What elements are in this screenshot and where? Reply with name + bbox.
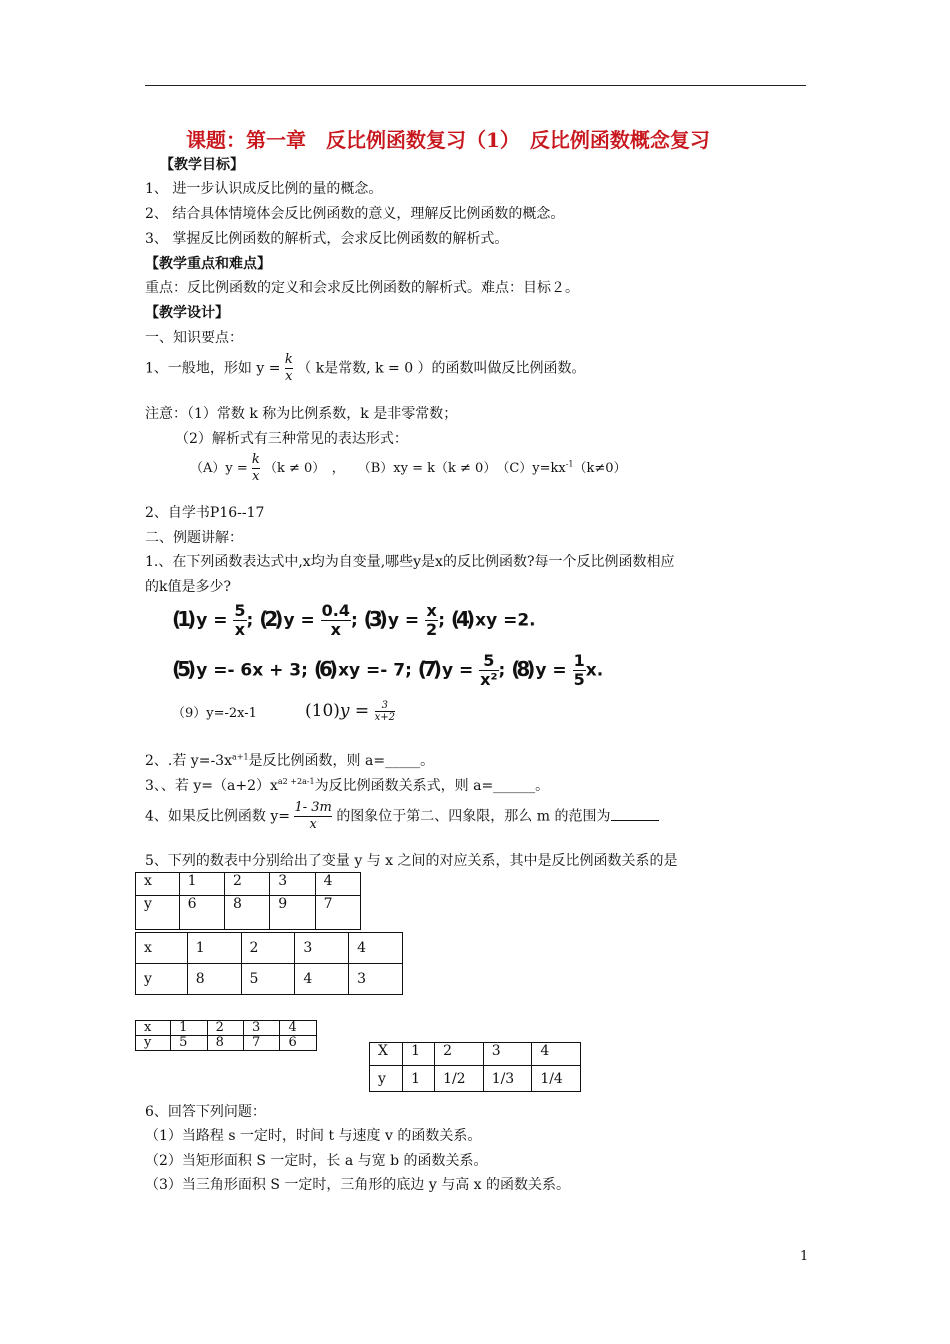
formula-fraction	[425, 602, 438, 639]
table-cell: y	[136, 964, 188, 995]
form-a-b-text: （k ≠ 0） ， （B）xy = k（k ≠ 0） （C）y=kx	[263, 461, 566, 476]
formula-row-2: (5) y =- 6x + 3; (6) xy =- 7; (7) y = $\frac{5}{\text{x²}}$ ; (8) y = $\frac{1}{5}$ x.	[172, 651, 604, 689]
table-cell: 1	[187, 933, 241, 964]
fraction-numerator: 1- 3m	[294, 800, 332, 815]
part2-heading: 二、例题讲解：	[145, 530, 243, 546]
table-cell: X	[370, 1043, 403, 1066]
example4	[145, 800, 659, 833]
page-number: 1	[800, 1249, 809, 1264]
table-cell: 1	[179, 873, 224, 896]
table-cell: 5	[171, 1036, 207, 1051]
data-table-4	[369, 1042, 581, 1092]
example6: 6、回答下列问题：	[145, 1104, 266, 1120]
formula-lhs: y =	[339, 701, 370, 721]
fraction-denominator: x	[234, 620, 246, 639]
example3	[145, 775, 549, 795]
fraction-numerator: 5	[483, 651, 495, 670]
part1-heading: 一、知识要点：	[145, 330, 243, 346]
table-row	[136, 933, 403, 964]
table-row	[136, 1021, 317, 1036]
formula-fraction	[233, 602, 246, 639]
table-cell: x	[136, 1021, 171, 1036]
table-row	[136, 873, 361, 896]
heading-design: 【教学设计】	[145, 305, 229, 321]
item-label: (5)	[172, 656, 193, 681]
heading-objectives: 【教学目标】	[160, 157, 244, 173]
item-label: (6)	[313, 656, 335, 681]
note-line-1: 注意：（1）常数 k 称为比例系数，k 是非零常数；	[145, 406, 458, 422]
table-cell: 4	[315, 873, 360, 896]
example2-exponent: a+1	[231, 752, 249, 762]
formula-body: y =- 6x + 3;	[196, 660, 308, 681]
table-row	[136, 964, 403, 995]
fraction-denominator: x	[252, 469, 260, 484]
example2	[145, 750, 434, 770]
definition-line	[145, 352, 586, 385]
fraction-denominator: x	[285, 369, 293, 384]
table-cell: 8	[187, 964, 241, 995]
item-label: (2)	[259, 606, 280, 631]
table-cell: x	[136, 873, 180, 896]
table-cell: 3	[295, 933, 349, 964]
formula-row-1: (1) y = $\frac{5}{x}$ ; (2) y = $\frac{0.4}{x}$ ; (3) y = $\frac{x}{2}$ ; (4) xy =2.	[172, 601, 536, 639]
header-rule	[145, 85, 806, 86]
example2-suffix: 是反比例函数，则 a=_____。	[248, 753, 435, 769]
item-label: (7)	[417, 656, 438, 681]
table-cell: 1	[403, 1043, 435, 1066]
note-line-2: （2）解析式有三种常见的表达形式：	[175, 431, 408, 447]
data-table-2	[135, 932, 403, 995]
table-cell: 4	[532, 1043, 581, 1066]
table-cell: 4	[349, 933, 403, 964]
table-cell: 3	[349, 964, 403, 995]
formula-fraction	[479, 652, 498, 689]
fraction-denominator: x	[321, 620, 351, 639]
table-cell: 2	[207, 1021, 243, 1036]
item-label: (10)	[305, 701, 340, 721]
data-table-1	[135, 872, 361, 930]
fraction-numerator: 3	[381, 700, 388, 711]
table-cell: 1/4	[532, 1066, 581, 1092]
page-title: 课题：第一章 反比例函数复习（1） 反比例函数概念复习	[186, 128, 710, 152]
fraction-numerator: k	[284, 352, 293, 367]
example4-fraction	[294, 800, 331, 833]
form-c-exponent: -1	[565, 459, 574, 469]
fraction-numerator: 1	[573, 651, 585, 670]
definition-prefix: 1、一般地，形如 y =	[145, 360, 281, 377]
table-cell: y	[136, 896, 180, 930]
fraction-denominator: x+2	[374, 712, 395, 723]
example3-exponent: a2 +2a-1	[277, 777, 315, 786]
table-cell: y	[136, 1036, 171, 1051]
definition-suffix: （ k是常数, k = 0 ）的函数叫做反比例函数。	[297, 360, 586, 377]
item-label: (4)	[450, 606, 472, 631]
objective-item: 3、 掌握反比例函数的解析式，会求反比例函数的解析式。	[145, 231, 509, 247]
table-cell: 1/2	[435, 1066, 484, 1092]
table-cell: x	[136, 933, 188, 964]
fraction-denominator: x	[294, 816, 331, 833]
objective-item: 1、 进一步认识成反比例的量的概念。	[145, 181, 383, 197]
definition-fraction	[285, 352, 293, 385]
table-cell: 1/3	[483, 1066, 532, 1092]
fraction-denominator: 2	[426, 620, 438, 639]
formula-lhs: y =	[387, 610, 420, 631]
fraction-denominator: x²	[480, 670, 498, 689]
table-cell: 2	[435, 1043, 484, 1066]
item-label: (3)	[363, 606, 384, 631]
table-cell: 1	[171, 1021, 207, 1036]
data-table-3	[135, 1020, 317, 1051]
table-cell: 7	[244, 1036, 280, 1051]
example2-prefix: 2、.若 y=-3x	[145, 753, 232, 769]
forms-line	[190, 452, 627, 485]
form-a-prefix: （A）y =	[190, 461, 248, 476]
table-row	[370, 1066, 581, 1092]
table-cell: 9	[270, 896, 315, 930]
fraction-numerator: k	[251, 452, 260, 467]
table-cell: 8	[207, 1036, 243, 1051]
table-cell: 3	[244, 1021, 280, 1036]
fraction-numerator: 0.4	[321, 601, 350, 620]
example1-line1: 1.、在下列函数表达式中,x均为自变量,哪些y是x的反比例函数?每一个反比例函数相应	[145, 554, 675, 570]
answer-blank[interactable]	[611, 820, 659, 821]
heading-key-points: 【教学重点和难点】	[145, 256, 271, 272]
formula-suffix: x.	[585, 660, 604, 681]
formula-fraction	[375, 700, 395, 723]
example4-prefix: 4、如果反比例函数 y=	[145, 808, 290, 825]
table-row	[136, 896, 361, 930]
table-cell: 4	[280, 1021, 317, 1036]
table-cell: 3	[270, 873, 315, 896]
table-cell: 2	[241, 933, 295, 964]
formula-body: xy =- 7;	[338, 660, 412, 681]
example3-prefix: 3、、若 y=（a+2）x	[145, 778, 278, 794]
item-label: (1)	[172, 606, 193, 631]
fraction-numerator: x	[426, 601, 437, 620]
example5: 5、下列的数表中分别给出了变量 y 与 x 之间的对应关系，其中是反比例函数关系的是	[145, 853, 678, 869]
table-cell: 7	[315, 896, 360, 930]
table-cell: 1	[403, 1066, 435, 1092]
example4-suffix: 的图象位于第二、四象限，那么 m 的范围为	[336, 808, 611, 825]
table-cell: 6	[280, 1036, 317, 1051]
table-cell: 3	[483, 1043, 532, 1066]
formula-9: （9）y=-2x-1	[172, 706, 257, 721]
table-cell: y	[370, 1066, 403, 1092]
example1-line2: 的k值是多少?	[145, 579, 231, 595]
formula-lhs: y =	[442, 660, 474, 681]
key-points-text: 重点：反比例函数的定义和会求反比例函数的解析式。难点：目标２。	[145, 280, 579, 296]
form-c-suffix: （k≠0）	[573, 461, 627, 476]
table-cell: 2	[224, 873, 269, 896]
table-row	[370, 1043, 581, 1066]
table-cell: 8	[224, 896, 269, 930]
formula-10	[305, 700, 395, 723]
formula-lhs: y =	[535, 660, 567, 681]
formula-body: xy =2.	[475, 610, 536, 631]
fraction-numerator: 5	[234, 601, 246, 620]
formula-lhs: y =	[196, 610, 228, 631]
item-label: (8)	[511, 656, 532, 681]
formula-fraction	[573, 652, 586, 689]
formula-fraction	[321, 602, 351, 639]
question-2: （2）当矩形面积 S 一定时，长 a 与宽 b 的函数关系。	[145, 1153, 488, 1169]
table-cell: 4	[295, 964, 349, 995]
fraction-denominator: 5	[573, 670, 585, 689]
question-3: （3）当三角形面积 S 一定时，三角形的底边 y 与高 x 的函数关系。	[145, 1177, 571, 1193]
formula-lhs: y =	[283, 610, 315, 631]
self-study-line: 2、自学书P16--17	[145, 505, 265, 521]
table-cell: 6	[179, 896, 224, 930]
question-1: （1）当路程 s 一定时，时间 t 与速度 v 的函数关系。	[145, 1128, 482, 1144]
objective-item: 2、 结合具体情境体会反比例函数的意义，理解反比例函数的概念。	[145, 206, 565, 222]
form-a-fraction	[252, 452, 260, 485]
table-row	[136, 1036, 317, 1051]
table-cell: 5	[241, 964, 295, 995]
example3-suffix: 为反比例函数关系式，则 a=______。	[314, 778, 550, 794]
